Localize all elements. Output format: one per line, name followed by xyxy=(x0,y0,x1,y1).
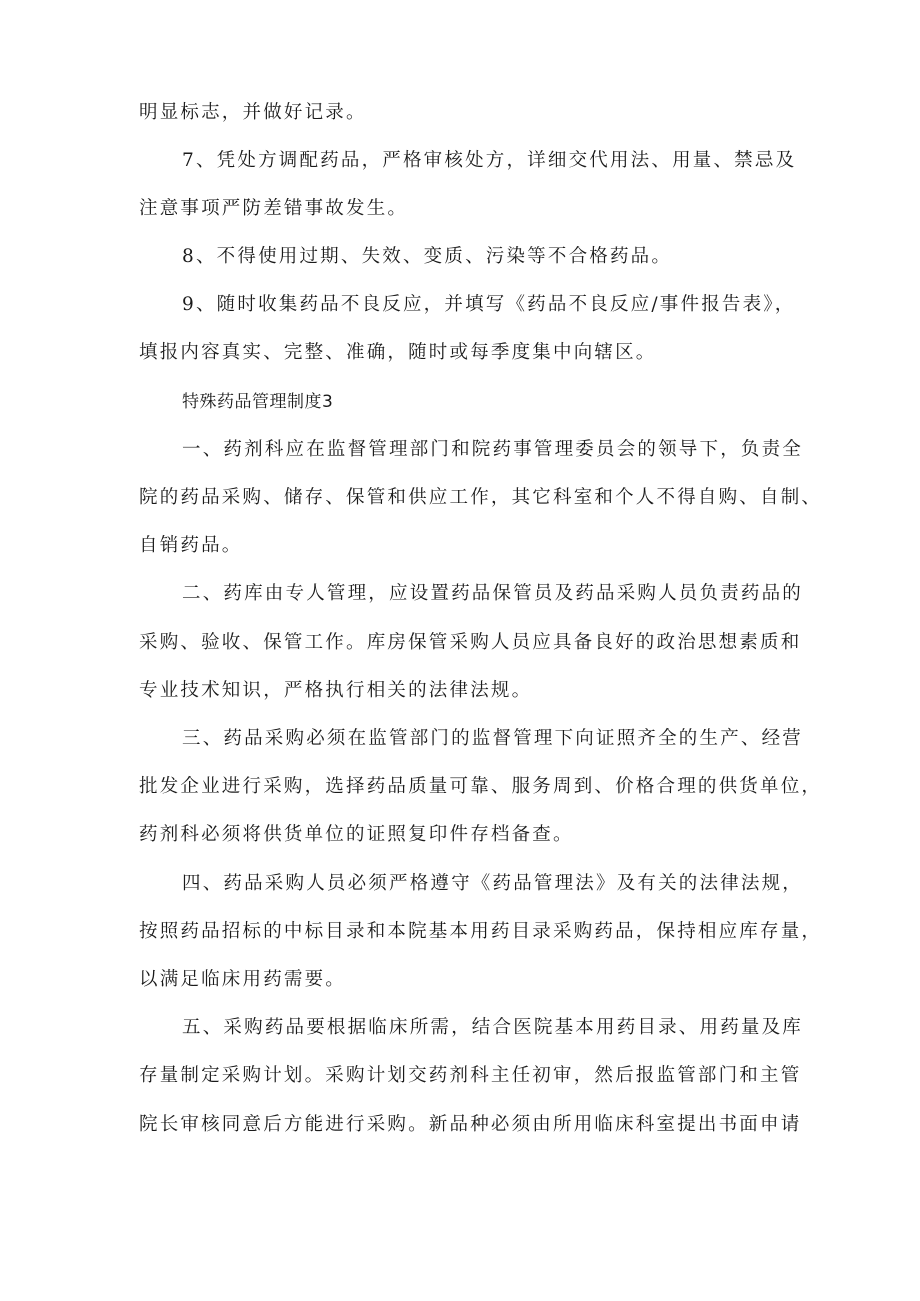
text-line: 9、随时收集药品不良反应，并填写《药品不良反应/事件报告表》， xyxy=(182,294,796,315)
text-line: 四、药品采购人员必须严格遵守《药品管理法》及有关的法律法规， xyxy=(182,873,804,894)
text-line: 五、采购药品要根据临床所需，结合医院基本用药目录、用药量及库 xyxy=(182,1017,804,1038)
text-line: 存量制定采购计划。采购计划交药剂科主任初审，然后报监管部门和主管 xyxy=(139,1065,802,1086)
text-line: 7、凭处方调配药品，严格审核处方，详细交代用法、用量、禁忌及 xyxy=(182,150,797,171)
text-line: 二、药库由专人管理，应设置药品保管员及药品采购人员负责药品的 xyxy=(182,583,804,604)
text-line: 采购、验收、保管工作。库房保管采购人员应具备良好的政治思想素质和 xyxy=(139,632,802,653)
text-line: 8、不得使用过期、失效、变质、污染等不合格药品。 xyxy=(182,246,673,267)
text-line: 院的药品采购、储存、保管和供应工作，其它科室和个人不得自购、自制、 xyxy=(139,487,823,508)
text-line: 明显标志，并做好记录。 xyxy=(139,102,367,123)
text-line: 注意事项严防差错事故发生。 xyxy=(139,198,409,219)
text-line: 一、药剂科应在监督管理部门和院药事管理委员会的领导下，负责全 xyxy=(182,439,804,460)
text-line: 自销药品。 xyxy=(139,535,243,556)
text-line: 填报内容真实、完整、准确，随时或每季度集中向辖区。 xyxy=(139,342,657,363)
text-line: 以满足临床用药需要。 xyxy=(139,969,347,990)
text-line: 三、药品采购必须在监管部门的监督管理下向证照齐全的生产、经营 xyxy=(182,728,804,749)
section-title: 特殊药品管理制度3 xyxy=(182,392,334,412)
text-line: 专业技术知识，严格执行相关的法律法规。 xyxy=(139,680,533,701)
text-line: 批发企业进行采购，选择药品质量可靠、服务周到、价格合理的供货单位， xyxy=(139,776,823,797)
text-line: 药剂科必须将供货单位的证照复印件存档备查。 xyxy=(139,824,574,845)
text-line: 院长审核同意后方能进行采购。新品种必须由所用临床科室提出书面申请 xyxy=(139,1114,802,1135)
text-line: 按照药品招标的中标目录和本院基本用药目录采购药品，保持相应库存量， xyxy=(139,921,823,942)
